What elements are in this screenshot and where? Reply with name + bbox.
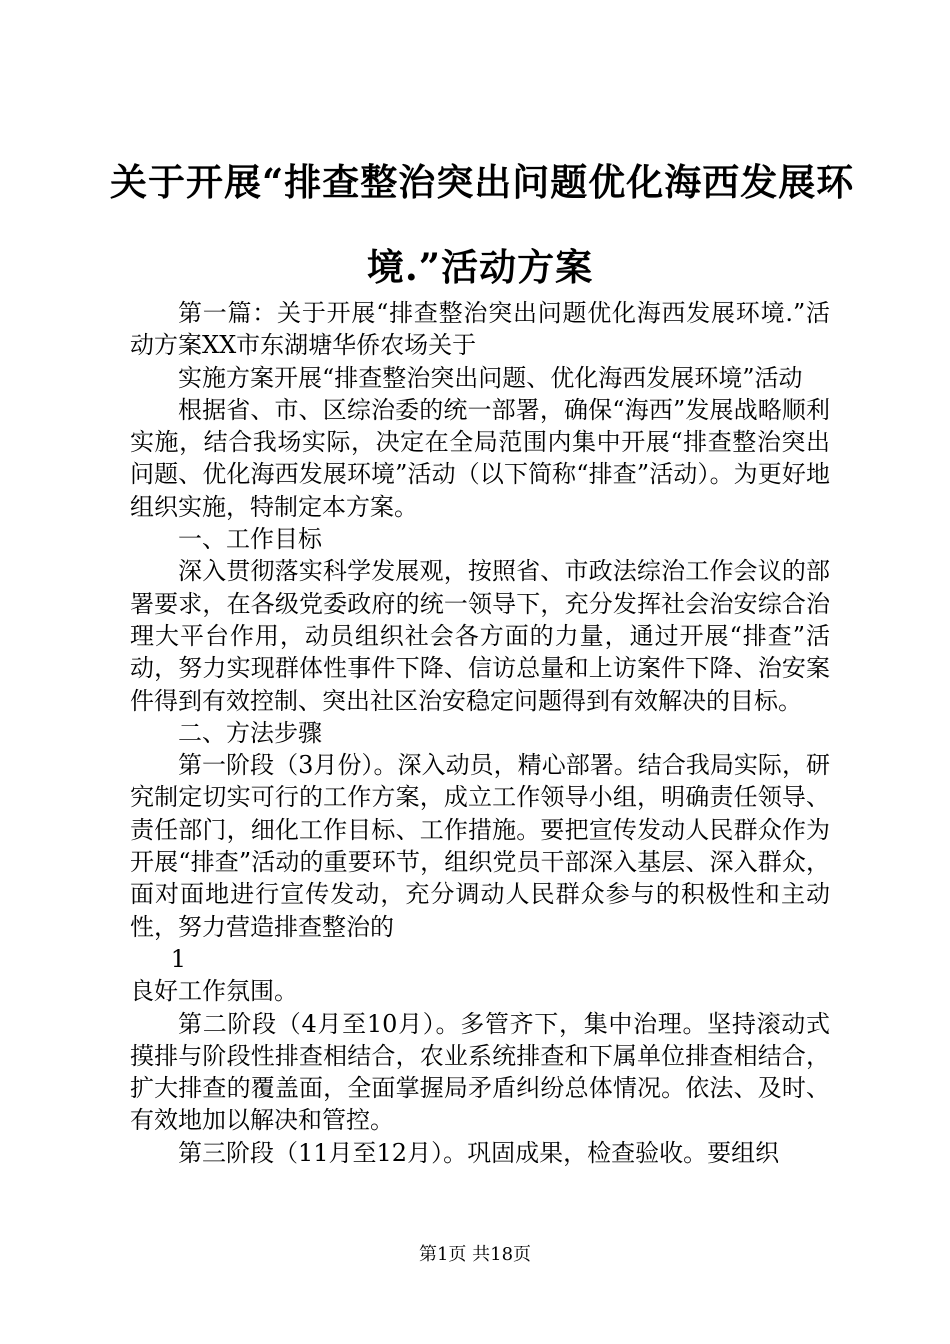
paragraph-stage-1: 第一阶段（3月份）。深入动员，精心部署。结合我局实际，研究制定切实可行的工作方案，成立工作领导小组，明确责任领导、责任部门，细化工作目标、工作措施。要把宣传发动人民群众作为开展“排查”活动的重要环节，组织党员干部深入基层、深入群众，面对面地进行宣传发动，充分调动人民群众参与的积极性和主动性，努力营造排查整治的 — [130, 751, 830, 941]
paragraph-stage-2: 第二阶段（4月至10月）。多管齐下，集中治理。坚持滚动式摸排与阶段性排查相结合，农业系统排查和下属单位排查相结合，扩大排查的覆盖面，全面掌握局矛盾纠纷总体情况。依法、及时、有效地加以解决和管控。 — [130, 1009, 830, 1135]
paragraph-stage-3: 第三阶段（11月至12月）。巩固成果，检查验收。要组织 — [178, 1138, 780, 1167]
page-footer: 第1页 共18页 — [418, 1244, 532, 1265]
paragraph-plan-title: 实施方案开展“排查整治突出问题、优化海西发展环境”活动 — [178, 363, 803, 392]
document-title-line-2: 境.”活动方案 — [366, 245, 594, 289]
paragraph-background: 根据省、市、区综治委的统一部署，确保“海西”发展战略顺利实施，结合我场实际，决定在全局范围内集中开展“排查整治突出问题、优化海西发展环境”活动（以下简称“排查”活动）。为更好地组织实施，特制定本方案。 — [130, 395, 830, 521]
inline-page-number: 1 — [170, 944, 187, 973]
document-title-line-1: 关于开展“排查整治突出问题优化海西发展环 — [110, 160, 855, 204]
section-heading-goals: 一、工作目标 — [178, 525, 322, 554]
paragraph-goals: 深入贯彻落实科学发展观，按照省、市政法综治工作会议的部署要求，在各级党委政府的统一领导下，充分发挥社会治安综合治理大平台作用，动员组织社会各方面的力量，通过开展“排查”活动，努力实现群体性事件下降、信访总量和上访案件下降、治安案件得到有效控制、突出社区治安稳定问题得到有效解决的目标。 — [130, 557, 830, 715]
section-heading-steps: 二、方法步骤 — [178, 718, 322, 747]
paragraph-intro: 第一篇：关于开展“排查整治突出问题优化海西发展环境.”活动方案XX市东湖塘华侨农场关于 — [130, 299, 830, 360]
paragraph-stage-1-continued: 良好工作氛围。 — [130, 977, 298, 1006]
document-body — [130, 297, 830, 1169]
